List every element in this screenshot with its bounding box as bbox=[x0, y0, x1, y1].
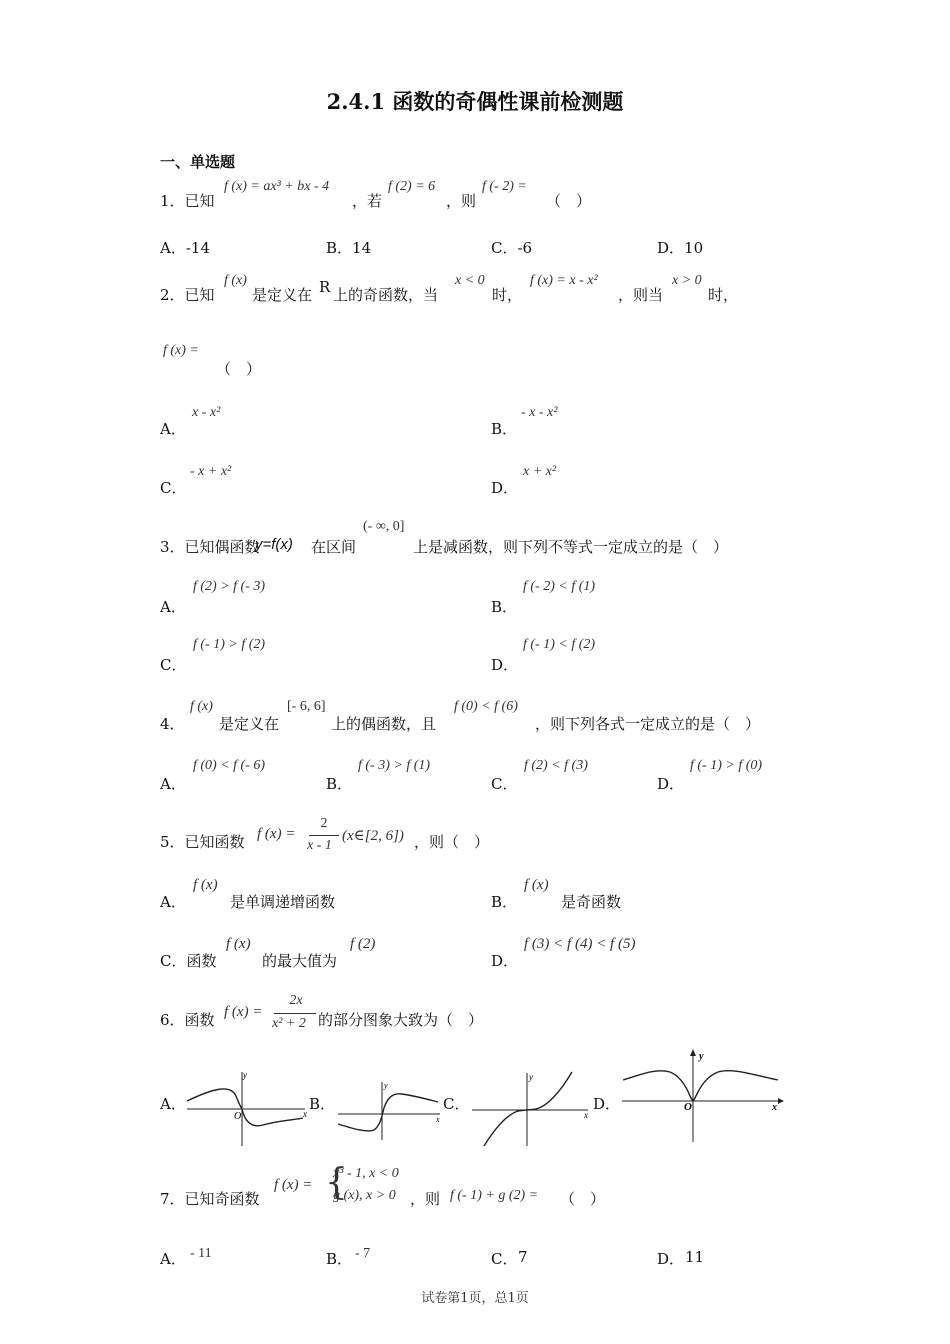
y-axis-arrow bbox=[690, 1049, 696, 1056]
q6-option-c[interactable]: C． bbox=[443, 1095, 470, 1113]
q1-formula-f: f (x) = ax³ + bx - 4 bbox=[224, 179, 330, 194]
q2-option-c[interactable]: C． bbox=[160, 479, 187, 497]
q5-domain: (x∈[2, 6]) bbox=[342, 828, 404, 844]
curve bbox=[338, 1094, 438, 1131]
q3-option-c-expr: f (- 1) > f (2) bbox=[193, 637, 266, 652]
axis-y-label: y bbox=[529, 1072, 533, 1082]
q5-option-d-expr: f (3) < f (4) < f (5) bbox=[524, 936, 636, 952]
q7-paren: （ ） bbox=[560, 1190, 606, 1208]
q3-option-d[interactable]: D． bbox=[491, 656, 519, 674]
q4-option-a[interactable]: A． bbox=[160, 775, 186, 793]
curve bbox=[187, 1089, 303, 1126]
axis-y-label: y bbox=[243, 1070, 247, 1080]
q2-option-b-expr: - x - x² bbox=[521, 405, 558, 420]
origin-label: O bbox=[684, 1101, 692, 1113]
q2-text: 上的奇函数，当 bbox=[333, 286, 439, 304]
q5-option-d[interactable]: D． bbox=[491, 952, 519, 970]
axis-y-label: y bbox=[699, 1051, 704, 1062]
x-axis-arrow bbox=[778, 1098, 784, 1104]
q6-lhs: f (x) = bbox=[224, 1004, 263, 1020]
q5-stem: 5．已知函数 bbox=[160, 833, 245, 851]
q4-option-b-expr: f (- 3) > f (1) bbox=[358, 758, 431, 773]
q6-option-b[interactable]: B． bbox=[309, 1095, 336, 1113]
q5-option-c-text: 的最大值为 bbox=[262, 952, 338, 970]
q5-text: ，则（ ） bbox=[414, 833, 490, 851]
q7-brace: { bbox=[325, 1162, 348, 1203]
q2-text: ，则当 bbox=[618, 286, 664, 304]
q6-graph-d[interactable] bbox=[620, 1048, 785, 1144]
q2-set-r: R bbox=[319, 278, 331, 296]
q3-text: 上是减函数，则下列不等式一定成立的是（ ） bbox=[413, 538, 729, 556]
q1-text: ，若 bbox=[352, 192, 383, 210]
q1-option-a[interactable]: A．-14 bbox=[160, 239, 210, 257]
q5-option-b[interactable]: B． bbox=[491, 893, 518, 911]
q7-option-c[interactable]: C． bbox=[491, 1250, 518, 1268]
axis-x-label: x bbox=[436, 1115, 440, 1124]
q2-option-d-expr: x + x² bbox=[523, 464, 557, 479]
q6-fraction-bar bbox=[274, 1013, 316, 1014]
q3-option-d-expr: f (- 1) < f (2) bbox=[523, 637, 596, 652]
q1-text: ，则 bbox=[446, 192, 477, 210]
q1-formula-f3: f (- 2) = bbox=[482, 179, 527, 194]
q3-text: 在区间 bbox=[311, 538, 357, 556]
q1-option-b[interactable]: B．14 bbox=[326, 239, 372, 257]
q2-formula: f (x) = bbox=[163, 343, 199, 358]
q2-stem: 2．已知 bbox=[160, 286, 215, 304]
q6-denominator: x² + 2 bbox=[272, 1016, 306, 1031]
q7-stem: 7．已知奇函数 bbox=[160, 1190, 260, 1208]
q7-text: ，则 bbox=[410, 1190, 441, 1208]
q4-interval: [- 6, 6] bbox=[287, 699, 326, 714]
q5-option-b-text: 是奇函数 bbox=[561, 893, 622, 911]
q4-text: 是定义在 bbox=[219, 715, 280, 733]
q2-formula: x < 0 bbox=[455, 273, 485, 288]
q2-paren: （ ） bbox=[216, 360, 262, 378]
q2-text: 是定义在 bbox=[252, 286, 313, 304]
q1-paren: （ ） bbox=[546, 192, 592, 210]
q2-formula: x > 0 bbox=[672, 273, 702, 288]
q4-text: 上的偶函数，且 bbox=[331, 715, 437, 733]
page-footer: 试卷第1页，总1页 bbox=[421, 1291, 529, 1306]
q1-option-d[interactable]: D．10 bbox=[657, 239, 704, 257]
section-heading: 一、单选题 bbox=[160, 153, 236, 171]
q6-graph-a[interactable] bbox=[185, 1068, 310, 1148]
q7-case-1: x³ - 1, x < 0 bbox=[333, 1166, 399, 1181]
q7-option-a[interactable]: A． bbox=[160, 1250, 186, 1268]
q5-lhs: f (x) = bbox=[257, 826, 296, 842]
curve bbox=[623, 1071, 778, 1101]
q7-option-b-expr: - 7 bbox=[355, 1246, 371, 1261]
q4-option-d[interactable]: D． bbox=[657, 775, 685, 793]
q3-stem: 3．已知偶函数 bbox=[160, 538, 260, 556]
q5-option-c-expr: f (x) bbox=[226, 936, 251, 952]
q3-option-a-expr: f (2) > f (- 3) bbox=[193, 579, 266, 594]
q6-graph-c[interactable] bbox=[470, 1070, 595, 1148]
q6-graph-b[interactable] bbox=[336, 1078, 446, 1142]
q7-option-d[interactable]: D． bbox=[657, 1250, 685, 1268]
q5-denominator: x - 1 bbox=[307, 838, 332, 853]
q2-option-a-expr: x - x² bbox=[192, 405, 221, 420]
q2-formula: f (x) bbox=[224, 273, 247, 288]
q6-option-a[interactable]: A． bbox=[160, 1095, 186, 1113]
q5-option-a[interactable]: A． bbox=[160, 893, 186, 911]
q6-option-d[interactable]: D． bbox=[593, 1095, 621, 1113]
curve bbox=[484, 1072, 572, 1146]
q6-numerator: 2x bbox=[289, 993, 303, 1008]
q2-text: 时， bbox=[492, 286, 523, 304]
q4-option-a-expr: f (0) < f (- 6) bbox=[193, 758, 266, 773]
q4-option-c[interactable]: C． bbox=[491, 775, 518, 793]
q5-option-c[interactable]: C．函数 bbox=[160, 952, 217, 970]
q7-option-a-expr: - 11 bbox=[190, 1246, 212, 1261]
q2-option-a[interactable]: A． bbox=[160, 420, 186, 438]
axis-x-label: x bbox=[584, 1110, 588, 1120]
q5-fraction-bar bbox=[309, 835, 339, 836]
q6-stem: 6．函数 bbox=[160, 1011, 215, 1029]
q6-text: 的部分图象大致为（ ） bbox=[318, 1011, 484, 1029]
q5-option-c-expr2: f (2) bbox=[350, 936, 376, 952]
q3-function: y=f(x) bbox=[255, 536, 293, 553]
q4-option-b[interactable]: B． bbox=[326, 775, 353, 793]
q2-option-c-expr: - x + x² bbox=[190, 464, 232, 479]
q7-option-c-expr: 7 bbox=[518, 1248, 528, 1266]
q7-option-d-expr: 11 bbox=[685, 1248, 705, 1266]
q7-case-2: g (x), x > 0 bbox=[333, 1188, 396, 1203]
q4-text: ，则下列各式一定成立的是（ ） bbox=[535, 715, 761, 733]
q4-stem: 4． bbox=[160, 715, 185, 733]
q3-interval: (- ∞, 0] bbox=[363, 519, 405, 534]
q7-option-b[interactable]: B． bbox=[326, 1250, 353, 1268]
page-title: 2.4.1 函数的奇偶性课前检测题 bbox=[326, 89, 624, 114]
axis-x-label: x bbox=[772, 1102, 777, 1113]
q4-formula: f (x) bbox=[190, 699, 213, 714]
q2-text: 时， bbox=[708, 286, 739, 304]
q7-lhs: f (x) = bbox=[274, 1177, 313, 1193]
q2-formula: f (x) = x - x² bbox=[530, 273, 598, 288]
q1-stem: 1．已知 bbox=[160, 192, 215, 210]
q5-numerator: 2 bbox=[320, 816, 328, 831]
q1-formula-f2: f (2) = 6 bbox=[388, 179, 436, 194]
q3-option-a[interactable]: A． bbox=[160, 598, 186, 616]
axis-y-label: y bbox=[384, 1081, 388, 1090]
origin-label: O bbox=[234, 1111, 242, 1122]
q2-option-b[interactable]: B． bbox=[491, 420, 518, 438]
q5-option-a-expr: f (x) bbox=[193, 877, 218, 893]
q3-option-b-expr: f (- 2) < f (1) bbox=[523, 579, 596, 594]
q4-formula: f (0) < f (6) bbox=[454, 699, 518, 714]
q3-option-b[interactable]: B． bbox=[491, 598, 518, 616]
q5-option-b-expr: f (x) bbox=[524, 877, 549, 893]
q4-option-c-expr: f (2) < f (3) bbox=[524, 758, 588, 773]
q2-option-d[interactable]: D． bbox=[491, 479, 519, 497]
q7-formula: f (- 1) + g (2) = bbox=[450, 1188, 539, 1203]
q5-option-a-text: 是单调递增函数 bbox=[230, 893, 336, 911]
axis-x-label: x bbox=[303, 1109, 307, 1119]
q4-option-d-expr: f (- 1) > f (0) bbox=[690, 758, 763, 773]
q1-option-c[interactable]: C．-6 bbox=[491, 239, 533, 257]
q3-option-c[interactable]: C． bbox=[160, 656, 187, 674]
